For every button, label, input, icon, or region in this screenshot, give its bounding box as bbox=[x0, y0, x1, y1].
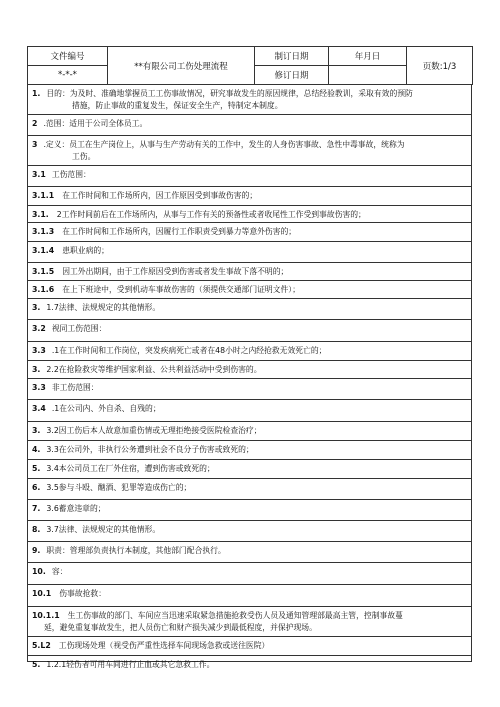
row-text: 视同工伤范围： bbox=[51, 324, 107, 333]
row-number: 9. bbox=[32, 546, 41, 555]
row-number: 5.L2 bbox=[32, 641, 51, 650]
content-row bbox=[28, 441, 471, 460]
content-row bbox=[28, 242, 471, 263]
content-row bbox=[28, 607, 471, 637]
content-row bbox=[28, 85, 471, 115]
row-number: 1. bbox=[32, 89, 41, 98]
content-row bbox=[28, 115, 471, 136]
row-text: 3.7法律、法规规定的其他情形。 bbox=[46, 525, 161, 534]
row-text: 在工作时间和工作场所内，因履行工作职责受到暴力等意外伤害的； bbox=[62, 227, 297, 236]
content-row bbox=[28, 400, 471, 422]
row-number: 3.1.1 bbox=[32, 191, 55, 200]
row-text: 容： bbox=[51, 567, 68, 576]
row-text: 生工伤事故的部门、车间应当迅速采取紧急措施抢救受伤人员及通知管理部最高主管，控制事故蔓 bbox=[67, 611, 403, 620]
row-text: 患职业病的； bbox=[62, 246, 109, 255]
row-number: 5. bbox=[32, 464, 41, 473]
row-number: 3.1.3 bbox=[32, 227, 55, 236]
row-number: 2 bbox=[32, 119, 38, 128]
row-text: .范围：适用于公司全体员工。 bbox=[43, 119, 148, 128]
revised-value bbox=[329, 66, 407, 85]
row-number: 5. bbox=[32, 660, 41, 669]
content-row bbox=[28, 223, 471, 242]
created-label: 制订日期 bbox=[255, 47, 329, 66]
row-number: 10.1.1 bbox=[32, 611, 60, 620]
row-text: 3.2因工伤后本人故意加重伤情或无理拒绝接受医院检查治疗； bbox=[46, 426, 262, 435]
content-row bbox=[28, 637, 471, 656]
row-number: 3. bbox=[32, 426, 41, 435]
row-text: .定义：员工在生产岗位上，从事与生产劳动有关的工作中，发生的人身伤害事故、急性中毒事故，统称为 bbox=[43, 140, 405, 149]
content-row bbox=[28, 342, 471, 361]
doc-no-label: 文件编号 bbox=[28, 47, 108, 66]
revised-label: 修订日期 bbox=[255, 66, 329, 85]
row-number: 3.1.4 bbox=[32, 246, 55, 255]
content-row bbox=[28, 500, 471, 521]
row-text: 职责：管理部负责执行本制度，其他部门配合执行。 bbox=[46, 546, 226, 555]
row-number: 10.1 bbox=[32, 589, 52, 598]
row-text: 2工作时间前后在工作场所内，从事与工作有关的预备性或者收尾性工作受到事故伤害的； bbox=[56, 210, 366, 219]
row-text-continued: 工伤。 bbox=[72, 152, 96, 161]
row-text-continued: 延，避免重复事故发生，把人员伤亡和财产损失减少到最低程度，并保护现场。 bbox=[44, 623, 317, 632]
row-text: .1在工作时间和工作岗位，突发疾病死亡或者在48小时之内经抢救无效死亡的； bbox=[51, 346, 327, 355]
row-number: 3.4 bbox=[32, 404, 46, 413]
header-table bbox=[27, 46, 473, 85]
created-value: 年月日 bbox=[329, 47, 407, 66]
content-row bbox=[28, 521, 471, 542]
content-row bbox=[28, 479, 471, 500]
row-text: 目的：为及时、准确地掌握员工工伤事故情况，研究事故发生的原因规律，总结经验教训，采取有效的预防 bbox=[46, 89, 413, 98]
row-text: 1.7法律、法规规定的其他情形。 bbox=[46, 303, 161, 312]
content-row bbox=[28, 136, 471, 166]
content-row bbox=[28, 299, 471, 320]
doc-no-value: *-*-* bbox=[28, 66, 108, 85]
content-row bbox=[28, 187, 471, 206]
row-text: 3.3在公司外，非执行公务遭到社会不良分子伤害或致死的； bbox=[46, 445, 254, 454]
row-text: 3.4本公司员工在厂外住宿，遭到伤害或致死的； bbox=[46, 464, 215, 473]
page-count: 页数:1/3 bbox=[407, 47, 473, 85]
row-text: 工伤现场处理（视受伤严重性选择车间现场急救或送往医院） bbox=[58, 641, 270, 650]
row-number: 3. bbox=[32, 365, 41, 374]
content-row bbox=[28, 460, 471, 479]
row-number: 3.1. bbox=[32, 210, 49, 219]
row-text: 非工伤范围： bbox=[51, 383, 99, 392]
row-text-continued: 措施，防止事故的重复发生，保证安全生产，特制定本制度。 bbox=[72, 101, 283, 110]
row-number: 3 bbox=[32, 140, 38, 149]
row-text: 2.2在抢险救灾等维护国家利益、公共利益活动中受到伤害的。 bbox=[46, 365, 262, 374]
content-row bbox=[28, 206, 471, 223]
row-number: 7. bbox=[32, 504, 41, 513]
row-number: 3.1 bbox=[32, 170, 46, 179]
doc-title: **有限公司工伤处理流程 bbox=[108, 47, 255, 85]
content-row bbox=[28, 585, 471, 607]
row-text: 伤事故抢救： bbox=[59, 589, 107, 598]
row-number: 3. bbox=[32, 303, 41, 312]
content-row bbox=[28, 263, 471, 281]
row-text: 因工外出期间，由于工作原因受到伤害或者发生事故下落不明的； bbox=[62, 267, 289, 276]
content-rows bbox=[27, 85, 472, 669]
content-row bbox=[28, 656, 471, 682]
row-text: 3.5参与斗殴、酗酒、犯罪等造成伤亡的； bbox=[46, 483, 192, 492]
content-row bbox=[28, 379, 471, 400]
row-number: 3.1.6 bbox=[32, 285, 55, 294]
document bbox=[27, 46, 472, 669]
row-number: 3.2 bbox=[32, 324, 46, 333]
content-row bbox=[28, 542, 471, 563]
row-text: 在工作时间和工作场所内，因工作原因受到事故伤害的； bbox=[62, 191, 258, 200]
content-row bbox=[28, 563, 471, 585]
content-row bbox=[28, 320, 471, 342]
row-number: 3.1.5 bbox=[32, 267, 55, 276]
content-row bbox=[28, 422, 471, 441]
row-text: 工伤范围： bbox=[51, 170, 91, 179]
row-text: 在上下班途中，受到机动车事故伤害的（须提供交通部门证明文件）； bbox=[62, 285, 301, 294]
row-number: 10. bbox=[32, 567, 46, 576]
row-number: 3.3 bbox=[32, 346, 46, 355]
row-text: 3.6蓄意违章的； bbox=[46, 504, 106, 513]
row-text: 1.2.1轻伤者可用车间进行止血或其它急救工作。 bbox=[46, 660, 215, 669]
content-row bbox=[28, 281, 471, 299]
content-row bbox=[28, 361, 471, 379]
row-number: 6. bbox=[32, 483, 41, 492]
row-number: 4. bbox=[32, 445, 41, 454]
row-number: 8. bbox=[32, 525, 41, 534]
row-text: .1在公司内、外自杀、自残的； bbox=[51, 404, 161, 413]
content-row bbox=[28, 166, 471, 187]
row-number: 3.3 bbox=[32, 383, 46, 392]
